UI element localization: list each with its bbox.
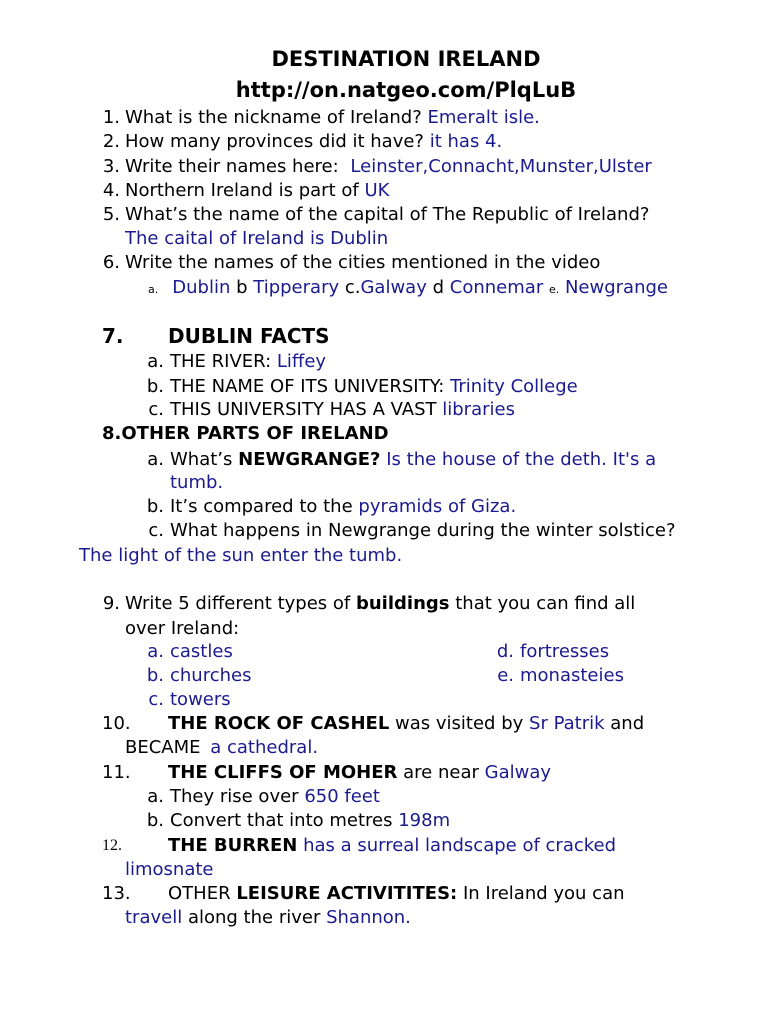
- answer-text: Galway: [484, 762, 552, 783]
- worksheet-title: DESTINATION IRELAND: [271, 47, 541, 71]
- question-number: 10.: [102, 713, 131, 734]
- item-label: a.: [148, 283, 159, 296]
- question-text: Write their names here:: [125, 156, 339, 177]
- answer-text: travell: [125, 907, 183, 928]
- answer-text: Dublin: [172, 277, 231, 298]
- answer-text: UK: [364, 180, 390, 201]
- answer-text: monasteies: [520, 665, 624, 686]
- question-text: What happens in Newgrange during the winter solstice?: [170, 520, 676, 541]
- cliffs-metres: Convert that into metres 198m: [170, 810, 451, 831]
- dublin-fact-river: THE RIVER: Liffey: [170, 351, 327, 372]
- answer-text: Emeralt isle.: [427, 107, 540, 128]
- question-10: THE ROCK OF CASHEL was visited by Sr Patrik and: [168, 713, 645, 734]
- item-label: b.: [146, 496, 164, 517]
- answer-text: it has 4.: [429, 131, 503, 152]
- question-text: How many provinces did it have?: [125, 131, 424, 152]
- item-label: d: [432, 277, 445, 298]
- answer-text: Shannon.: [326, 907, 411, 928]
- answer-text: has a surreal landscape of cracked: [303, 835, 617, 856]
- answer-text: pyramids of Giza.: [358, 496, 517, 517]
- question-2: [125, 130, 502, 154]
- section-number: 7.: [102, 324, 124, 348]
- answer-text: fortresses: [520, 641, 610, 662]
- question-number: 13.: [102, 883, 131, 904]
- answer-text: a cathedral.: [210, 737, 319, 758]
- answer-text: limosnate: [125, 859, 214, 880]
- cities-answer-line: [148, 276, 668, 302]
- question-10-line2: BECAME a cathedral.: [125, 737, 319, 758]
- question-number: 5.: [102, 204, 120, 225]
- answer-text: Trinity College: [450, 376, 578, 397]
- question-12: THE BURREN has a surreal landscape of cracked: [168, 835, 617, 856]
- item-label: c.: [344, 277, 361, 298]
- item-label: b: [236, 277, 248, 298]
- item-label: c.: [148, 689, 164, 710]
- answer-text: castles: [170, 641, 233, 662]
- answer-text: Galway: [360, 277, 427, 298]
- answer-text: towers: [170, 689, 231, 710]
- worksheet-url[interactable]: http://on.natgeo.com/PlqLuB: [235, 78, 577, 102]
- answer-text: Liffey: [276, 351, 327, 372]
- question-11: THE CLIFFS OF MOHER are near Galway: [168, 762, 552, 783]
- question-9: Write 5 different types of buildings that you can find all: [125, 593, 636, 614]
- item-label: b.: [146, 665, 164, 686]
- item-label: a.: [147, 449, 164, 470]
- answer-text: 198m: [398, 810, 451, 831]
- answer-text: The caital of Ireland is Dublin: [125, 228, 389, 249]
- question-1: [125, 106, 540, 130]
- answer-text: Tipperary: [253, 277, 340, 298]
- dublin-fact-libraries: THIS UNIVERSITY HAS A VAST libraries: [170, 399, 515, 420]
- question-number: 6.: [102, 252, 120, 273]
- answer-text: Connemar: [449, 277, 544, 298]
- question-number: 11.: [102, 762, 131, 783]
- question-number: 3.: [102, 156, 120, 177]
- answer-text: tumb.: [170, 472, 224, 493]
- dublin-fact-university: THE NAME OF ITS UNIVERSITY: Trinity College: [170, 376, 578, 397]
- item-label: e.: [548, 283, 560, 296]
- question-text: Write the names of the cities mentioned in the video: [125, 252, 601, 273]
- question-number: 2.: [102, 131, 120, 152]
- item-label: a.: [147, 641, 164, 662]
- question-13-line2: travell along the river Shannon.: [125, 907, 411, 928]
- item-label: c.: [148, 399, 164, 420]
- item-label: b.: [146, 810, 164, 831]
- answer-text: Newgrange: [564, 277, 668, 298]
- answer-text: The light of the sun enter the tumb.: [79, 545, 403, 566]
- question-4: [125, 179, 389, 203]
- question-text: What is the nickname of Ireland?: [125, 107, 422, 128]
- newgrange-question: What’s NEWGRANGE? Is the house of the deth. It's a: [170, 449, 657, 470]
- item-label: a.: [147, 351, 164, 372]
- answer-text: libraries: [442, 399, 515, 420]
- answer-text: Leinster,Connacht,Munster,Ulster: [350, 156, 652, 177]
- question-text: What’s the name of the capital of The Republic of Ireland?: [125, 204, 650, 225]
- item-label: c.: [148, 520, 164, 541]
- question-number: 9.: [102, 593, 120, 614]
- question-number: 4.: [102, 180, 120, 201]
- giza-comparison: It’s compared to the pyramids of Giza.: [170, 496, 517, 517]
- cliffs-height: They rise over 650 feet: [170, 786, 380, 807]
- answer-text: Is the house of the deth. It's a: [386, 449, 657, 470]
- item-label: d.: [496, 641, 514, 662]
- item-label: b.: [146, 376, 164, 397]
- answer-text: Sr Patrik: [529, 713, 605, 734]
- question-number: 1.: [102, 107, 120, 128]
- question-text: over Ireland:: [125, 618, 240, 639]
- answer-text: churches: [170, 665, 252, 686]
- question-3: [125, 155, 652, 179]
- question-number: 12.: [102, 837, 122, 854]
- item-label: e.: [497, 665, 514, 686]
- section-heading: 8.OTHER PARTS OF IRELAND: [102, 423, 389, 444]
- section-heading: DUBLIN FACTS: [168, 324, 330, 348]
- question-13: OTHER LEISURE ACTIVITITES: In Ireland you can: [168, 883, 625, 904]
- question-text: Northern Ireland is part of: [125, 180, 359, 201]
- item-label: a.: [147, 786, 164, 807]
- answer-text: 650 feet: [304, 786, 380, 807]
